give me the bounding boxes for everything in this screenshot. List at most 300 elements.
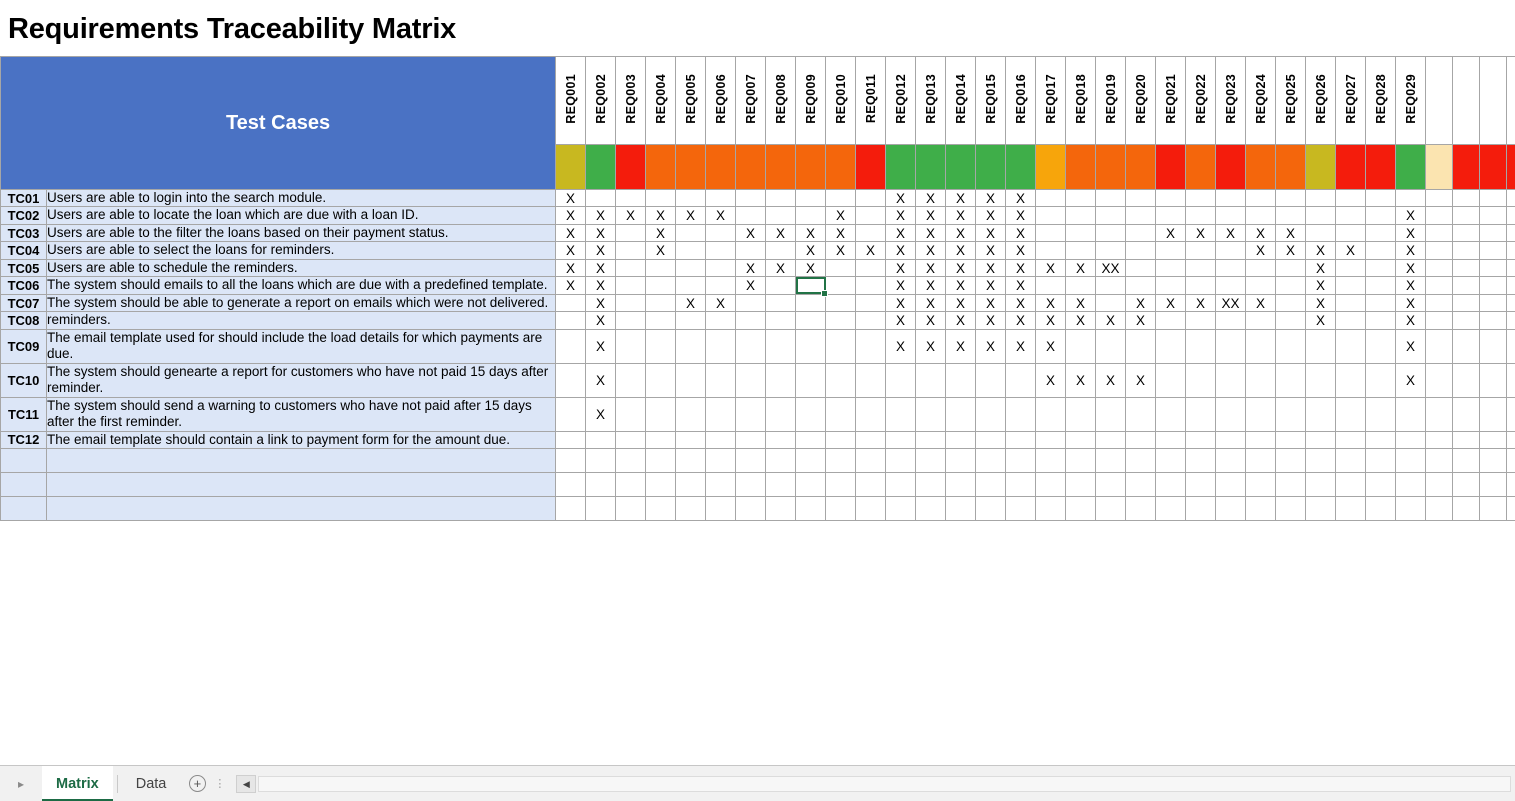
table-row[interactable] [1, 294, 1515, 311]
coverage-cell[interactable] [1507, 497, 1515, 521]
coverage-cell[interactable] [1507, 190, 1515, 207]
coverage-cell[interactable] [1426, 329, 1453, 363]
coverage-cell[interactable] [676, 224, 706, 241]
coverage-cell[interactable] [796, 497, 826, 521]
coverage-cell[interactable] [676, 242, 706, 259]
coverage-cell[interactable] [1336, 363, 1366, 397]
coverage-cell[interactable] [1096, 224, 1126, 241]
coverage-cell[interactable] [1306, 473, 1336, 497]
coverage-cell[interactable] [1156, 277, 1186, 294]
coverage-cell[interactable] [1186, 497, 1216, 521]
test-case-id[interactable]: TC12 [1, 431, 47, 448]
coverage-cell[interactable] [1426, 473, 1453, 497]
coverage-cell[interactable] [856, 363, 886, 397]
coverage-cell[interactable]: X [586, 329, 616, 363]
coverage-cell[interactable] [766, 449, 796, 473]
coverage-cell[interactable] [646, 294, 676, 311]
test-case-id[interactable] [1, 473, 47, 497]
coverage-cell[interactable] [676, 397, 706, 431]
coverage-cell[interactable] [1306, 329, 1336, 363]
coverage-cell[interactable] [1216, 242, 1246, 259]
coverage-cell[interactable] [856, 190, 886, 207]
coverage-cell[interactable] [706, 473, 736, 497]
coverage-cell[interactable] [1453, 497, 1480, 521]
coverage-cell[interactable] [706, 363, 736, 397]
coverage-cell[interactable] [946, 397, 976, 431]
coverage-cell[interactable] [1186, 277, 1216, 294]
table-row[interactable] [1, 259, 1515, 276]
coverage-cell[interactable] [1186, 449, 1216, 473]
coverage-cell[interactable] [1480, 449, 1507, 473]
coverage-cell[interactable] [1126, 497, 1156, 521]
coverage-cell[interactable] [1216, 497, 1246, 521]
coverage-cell[interactable] [1066, 190, 1096, 207]
coverage-cell[interactable] [886, 473, 916, 497]
coverage-cell[interactable] [1426, 259, 1453, 276]
coverage-cell[interactable] [1036, 397, 1066, 431]
coverage-cell[interactable] [1276, 312, 1306, 329]
coverage-cell[interactable] [1036, 449, 1066, 473]
coverage-cell[interactable]: X [796, 259, 826, 276]
coverage-cell[interactable] [736, 207, 766, 224]
coverage-cell[interactable] [1336, 259, 1366, 276]
coverage-cell[interactable] [946, 473, 976, 497]
coverage-cell[interactable] [1336, 397, 1366, 431]
coverage-cell[interactable]: X [1186, 294, 1216, 311]
coverage-cell[interactable] [556, 363, 586, 397]
coverage-cell[interactable] [1276, 497, 1306, 521]
coverage-cell[interactable] [1480, 329, 1507, 363]
coverage-cell[interactable] [856, 277, 886, 294]
coverage-cell[interactable] [1216, 329, 1246, 363]
coverage-cell[interactable] [706, 329, 736, 363]
coverage-cell[interactable] [1453, 294, 1480, 311]
coverage-cell[interactable] [1426, 431, 1453, 448]
coverage-cell[interactable] [556, 312, 586, 329]
coverage-cell[interactable] [616, 497, 646, 521]
coverage-cell[interactable] [1216, 259, 1246, 276]
coverage-cell[interactable]: X [946, 224, 976, 241]
coverage-cell[interactable] [1480, 397, 1507, 431]
coverage-cell[interactable] [826, 259, 856, 276]
table-row[interactable] [1, 449, 1515, 473]
coverage-cell[interactable] [646, 449, 676, 473]
coverage-cell[interactable]: X [976, 190, 1006, 207]
coverage-cell[interactable] [766, 242, 796, 259]
scroll-grip-icon[interactable]: ⋮ [214, 778, 227, 790]
coverage-cell[interactable]: X [1156, 294, 1186, 311]
coverage-cell[interactable] [1096, 242, 1126, 259]
coverage-cell[interactable] [1096, 207, 1126, 224]
coverage-cell[interactable]: X [1006, 312, 1036, 329]
coverage-cell[interactable] [736, 294, 766, 311]
coverage-cell[interactable] [1126, 224, 1156, 241]
coverage-cell[interactable] [1126, 242, 1156, 259]
coverage-cell[interactable]: X [1396, 207, 1426, 224]
coverage-cell[interactable] [886, 449, 916, 473]
test-case-description[interactable]: Users are able to select the loans for reminders. [47, 242, 556, 259]
coverage-cell[interactable]: X [1156, 224, 1186, 241]
coverage-cell[interactable] [1126, 397, 1156, 431]
coverage-cell[interactable]: X [1396, 312, 1426, 329]
coverage-cell[interactable] [1216, 397, 1246, 431]
coverage-cell[interactable] [796, 312, 826, 329]
coverage-cell[interactable] [1426, 207, 1453, 224]
coverage-cell[interactable] [616, 312, 646, 329]
coverage-cell[interactable] [736, 242, 766, 259]
test-case-id[interactable]: TC05 [1, 259, 47, 276]
coverage-cell[interactable] [676, 431, 706, 448]
coverage-cell[interactable] [1096, 190, 1126, 207]
coverage-cell[interactable] [1126, 190, 1156, 207]
coverage-cell[interactable]: X [886, 277, 916, 294]
coverage-cell[interactable]: X [946, 259, 976, 276]
coverage-cell[interactable] [1216, 473, 1246, 497]
coverage-cell[interactable]: X [736, 259, 766, 276]
coverage-cell[interactable] [646, 277, 676, 294]
coverage-cell[interactable] [1366, 259, 1396, 276]
coverage-cell[interactable] [1276, 363, 1306, 397]
coverage-cell[interactable] [1096, 497, 1126, 521]
coverage-cell[interactable] [1336, 431, 1366, 448]
coverage-cell[interactable] [1246, 277, 1276, 294]
coverage-cell[interactable]: X [1306, 312, 1336, 329]
coverage-cell[interactable]: X [916, 277, 946, 294]
coverage-cell[interactable] [1453, 363, 1480, 397]
coverage-cell[interactable] [1156, 363, 1186, 397]
coverage-cell[interactable] [826, 449, 856, 473]
test-case-id[interactable]: TC04 [1, 242, 47, 259]
coverage-cell[interactable] [976, 473, 1006, 497]
coverage-cell[interactable]: X [1066, 259, 1096, 276]
coverage-cell[interactable] [916, 449, 946, 473]
coverage-cell[interactable]: X [856, 242, 886, 259]
coverage-cell[interactable]: X [976, 294, 1006, 311]
coverage-cell[interactable] [976, 397, 1006, 431]
coverage-cell[interactable] [1216, 449, 1246, 473]
coverage-cell[interactable] [1366, 242, 1396, 259]
coverage-cell[interactable] [706, 277, 736, 294]
coverage-cell[interactable] [1066, 431, 1096, 448]
coverage-cell[interactable]: X [586, 312, 616, 329]
coverage-cell[interactable] [856, 449, 886, 473]
coverage-cell[interactable] [1507, 259, 1515, 276]
coverage-cell[interactable]: X [886, 190, 916, 207]
coverage-cell[interactable] [1156, 473, 1186, 497]
coverage-cell[interactable] [616, 190, 646, 207]
coverage-cell[interactable] [1426, 242, 1453, 259]
coverage-cell[interactable] [766, 329, 796, 363]
coverage-cell[interactable] [886, 497, 916, 521]
coverage-cell[interactable] [1480, 473, 1507, 497]
coverage-cell[interactable]: X [1006, 329, 1036, 363]
test-case-description[interactable]: reminders. [47, 312, 556, 329]
coverage-cell[interactable] [766, 190, 796, 207]
coverage-cell[interactable] [1426, 190, 1453, 207]
coverage-cell[interactable] [1453, 190, 1480, 207]
coverage-cell[interactable] [1036, 497, 1066, 521]
coverage-cell[interactable]: X [916, 329, 946, 363]
coverage-cell[interactable]: X [556, 242, 586, 259]
coverage-cell[interactable]: X [1126, 312, 1156, 329]
coverage-cell[interactable] [976, 497, 1006, 521]
coverage-cell[interactable] [1276, 449, 1306, 473]
coverage-cell[interactable] [706, 431, 736, 448]
coverage-cell[interactable] [646, 363, 676, 397]
coverage-cell[interactable] [766, 207, 796, 224]
coverage-cell[interactable] [676, 363, 706, 397]
coverage-cell[interactable]: X [586, 242, 616, 259]
coverage-cell[interactable] [1366, 294, 1396, 311]
coverage-cell[interactable] [976, 449, 1006, 473]
coverage-cell[interactable]: X [586, 294, 616, 311]
coverage-cell[interactable]: X [1276, 224, 1306, 241]
coverage-cell[interactable] [1426, 277, 1453, 294]
coverage-cell[interactable]: X [1036, 312, 1066, 329]
coverage-cell[interactable] [856, 259, 886, 276]
coverage-cell[interactable] [916, 473, 946, 497]
coverage-cell[interactable] [1336, 329, 1366, 363]
table-row[interactable] [1, 242, 1515, 259]
table-row[interactable] [1, 329, 1515, 363]
coverage-cell[interactable]: X [766, 224, 796, 241]
coverage-cell[interactable]: X [946, 312, 976, 329]
coverage-cell[interactable]: X [886, 259, 916, 276]
coverage-cell[interactable] [796, 329, 826, 363]
coverage-cell[interactable] [646, 190, 676, 207]
coverage-cell[interactable] [826, 294, 856, 311]
test-case-description[interactable]: The system should genearte a report for customers who have not paid 15 days after reminder. [47, 363, 556, 397]
coverage-cell[interactable] [1306, 363, 1336, 397]
coverage-cell[interactable] [916, 497, 946, 521]
coverage-cell[interactable] [1480, 259, 1507, 276]
test-case-description[interactable]: Users are able to schedule the reminders. [47, 259, 556, 276]
coverage-cell[interactable] [1480, 312, 1507, 329]
coverage-cell[interactable] [1507, 277, 1515, 294]
test-case-description[interactable]: The system should send a warning to customers who have not paid after 15 days after the first reminder. [47, 397, 556, 431]
test-case-description[interactable]: The system should emails to all the loans which are due with a predefined template. [47, 277, 556, 294]
coverage-cell[interactable]: X [886, 329, 916, 363]
coverage-cell[interactable]: X [616, 207, 646, 224]
coverage-cell[interactable] [1507, 363, 1515, 397]
coverage-cell[interactable] [1336, 473, 1366, 497]
coverage-cell[interactable] [1066, 449, 1096, 473]
table-row[interactable] [1, 190, 1515, 207]
coverage-cell[interactable] [616, 277, 646, 294]
coverage-cell[interactable]: X [1006, 190, 1036, 207]
coverage-cell[interactable] [856, 207, 886, 224]
coverage-cell[interactable] [676, 312, 706, 329]
coverage-cell[interactable] [676, 259, 706, 276]
coverage-cell[interactable] [1216, 277, 1246, 294]
coverage-cell[interactable] [946, 497, 976, 521]
coverage-cell[interactable] [616, 397, 646, 431]
coverage-cell[interactable] [1366, 329, 1396, 363]
test-case-id[interactable]: TC01 [1, 190, 47, 207]
coverage-cell[interactable] [1366, 277, 1396, 294]
coverage-cell[interactable] [646, 329, 676, 363]
coverage-cell[interactable] [586, 497, 616, 521]
sheet-nav-icon[interactable]: ▸ [17, 776, 25, 791]
coverage-cell[interactable] [946, 431, 976, 448]
coverage-cell[interactable] [1426, 224, 1453, 241]
coverage-cell[interactable] [616, 259, 646, 276]
coverage-cell[interactable] [1453, 431, 1480, 448]
coverage-cell[interactable] [826, 277, 856, 294]
coverage-cell[interactable] [1186, 207, 1216, 224]
coverage-cell[interactable] [856, 431, 886, 448]
coverage-cell[interactable] [796, 473, 826, 497]
coverage-cell[interactable] [616, 473, 646, 497]
coverage-cell[interactable] [1453, 242, 1480, 259]
coverage-cell[interactable] [1336, 207, 1366, 224]
coverage-cell[interactable] [1066, 329, 1096, 363]
coverage-cell[interactable] [706, 242, 736, 259]
table-row[interactable] [1, 312, 1515, 329]
coverage-cell[interactable] [1276, 397, 1306, 431]
coverage-cell[interactable]: X [916, 242, 946, 259]
coverage-cell[interactable] [1156, 329, 1186, 363]
coverage-cell[interactable] [1336, 190, 1366, 207]
coverage-cell[interactable] [1453, 224, 1480, 241]
coverage-cell[interactable] [796, 294, 826, 311]
table-row[interactable] [1, 497, 1515, 521]
test-case-description[interactable]: The email template used for should include the load details for which payments are due. [47, 329, 556, 363]
coverage-cell[interactable] [1453, 207, 1480, 224]
coverage-cell[interactable] [736, 312, 766, 329]
coverage-cell[interactable] [1096, 431, 1126, 448]
coverage-cell[interactable] [556, 497, 586, 521]
coverage-cell[interactable] [1216, 190, 1246, 207]
coverage-cell[interactable] [1006, 363, 1036, 397]
coverage-cell[interactable]: X [1396, 329, 1426, 363]
coverage-cell[interactable] [706, 259, 736, 276]
coverage-cell[interactable] [1096, 294, 1126, 311]
coverage-cell[interactable] [616, 329, 646, 363]
coverage-cell[interactable] [646, 312, 676, 329]
coverage-cell[interactable] [1507, 397, 1515, 431]
coverage-cell[interactable] [1507, 473, 1515, 497]
coverage-cell[interactable]: X [916, 190, 946, 207]
sheet-tab-matrix[interactable]: Matrix [42, 766, 113, 801]
coverage-cell[interactable]: X [586, 224, 616, 241]
coverage-cell[interactable]: X [826, 224, 856, 241]
coverage-cell[interactable] [1336, 224, 1366, 241]
coverage-cell[interactable] [766, 363, 796, 397]
coverage-cell[interactable] [1480, 431, 1507, 448]
coverage-cell[interactable] [646, 397, 676, 431]
coverage-cell[interactable]: X [556, 277, 586, 294]
coverage-cell[interactable] [646, 259, 676, 276]
coverage-cell[interactable] [1480, 242, 1507, 259]
coverage-cell[interactable] [1366, 312, 1396, 329]
coverage-cell[interactable] [1006, 473, 1036, 497]
coverage-cell[interactable] [1246, 473, 1276, 497]
test-case-id[interactable]: TC02 [1, 207, 47, 224]
coverage-cell[interactable] [1507, 294, 1515, 311]
coverage-cell[interactable]: X [1396, 224, 1426, 241]
coverage-cell[interactable] [1396, 397, 1426, 431]
coverage-cell[interactable] [1066, 207, 1096, 224]
coverage-cell[interactable] [676, 449, 706, 473]
coverage-cell[interactable] [586, 449, 616, 473]
coverage-cell[interactable]: X [796, 242, 826, 259]
coverage-cell[interactable] [1396, 431, 1426, 448]
coverage-cell[interactable] [706, 312, 736, 329]
coverage-cell[interactable] [1216, 363, 1246, 397]
coverage-cell[interactable] [1036, 242, 1066, 259]
coverage-cell[interactable]: X [1246, 242, 1276, 259]
coverage-cell[interactable]: X [1306, 242, 1336, 259]
coverage-cell[interactable] [1306, 190, 1336, 207]
coverage-cell[interactable] [736, 190, 766, 207]
coverage-cell[interactable]: X [1126, 294, 1156, 311]
coverage-cell[interactable] [706, 190, 736, 207]
coverage-cell[interactable]: X [1006, 259, 1036, 276]
coverage-cell[interactable] [1246, 497, 1276, 521]
coverage-cell[interactable]: X [1246, 294, 1276, 311]
coverage-cell[interactable] [1006, 397, 1036, 431]
coverage-cell[interactable]: X [976, 312, 1006, 329]
coverage-cell[interactable]: X [1396, 363, 1426, 397]
coverage-cell[interactable] [1453, 277, 1480, 294]
coverage-cell[interactable] [1453, 397, 1480, 431]
coverage-cell[interactable] [1366, 190, 1396, 207]
coverage-cell[interactable] [1336, 497, 1366, 521]
coverage-cell[interactable] [1426, 312, 1453, 329]
coverage-cell[interactable]: X [1126, 363, 1156, 397]
coverage-cell[interactable]: X [1096, 312, 1126, 329]
coverage-cell[interactable] [1306, 397, 1336, 431]
coverage-cell[interactable] [706, 497, 736, 521]
coverage-cell[interactable] [766, 473, 796, 497]
coverage-cell[interactable] [1306, 449, 1336, 473]
coverage-cell[interactable] [1366, 224, 1396, 241]
coverage-cell[interactable] [1276, 190, 1306, 207]
coverage-cell[interactable] [826, 312, 856, 329]
coverage-cell[interactable]: X [976, 329, 1006, 363]
coverage-cell[interactable] [1036, 431, 1066, 448]
test-case-id[interactable] [1, 449, 47, 473]
coverage-cell[interactable]: X [736, 224, 766, 241]
coverage-cell[interactable]: X [1306, 277, 1336, 294]
coverage-cell[interactable] [1246, 397, 1276, 431]
coverage-cell[interactable] [1036, 473, 1066, 497]
coverage-cell[interactable] [796, 363, 826, 397]
coverage-cell[interactable] [616, 449, 646, 473]
coverage-cell[interactable] [1126, 277, 1156, 294]
coverage-cell[interactable] [1066, 277, 1096, 294]
coverage-cell[interactable] [1480, 363, 1507, 397]
coverage-cell[interactable] [1246, 363, 1276, 397]
coverage-cell[interactable] [1006, 431, 1036, 448]
coverage-cell[interactable]: X [886, 242, 916, 259]
coverage-cell[interactable]: X [976, 242, 1006, 259]
coverage-cell[interactable] [886, 431, 916, 448]
coverage-cell[interactable] [1453, 473, 1480, 497]
coverage-cell[interactable] [1246, 190, 1276, 207]
coverage-cell[interactable]: X [1006, 207, 1036, 224]
coverage-cell[interactable] [1366, 497, 1396, 521]
coverage-cell[interactable] [796, 277, 826, 294]
coverage-cell[interactable] [826, 397, 856, 431]
coverage-cell[interactable] [586, 431, 616, 448]
coverage-cell[interactable] [1156, 207, 1186, 224]
coverage-cell[interactable]: X [556, 190, 586, 207]
coverage-cell[interactable]: X [676, 207, 706, 224]
coverage-cell[interactable] [1246, 312, 1276, 329]
coverage-cell[interactable] [556, 473, 586, 497]
